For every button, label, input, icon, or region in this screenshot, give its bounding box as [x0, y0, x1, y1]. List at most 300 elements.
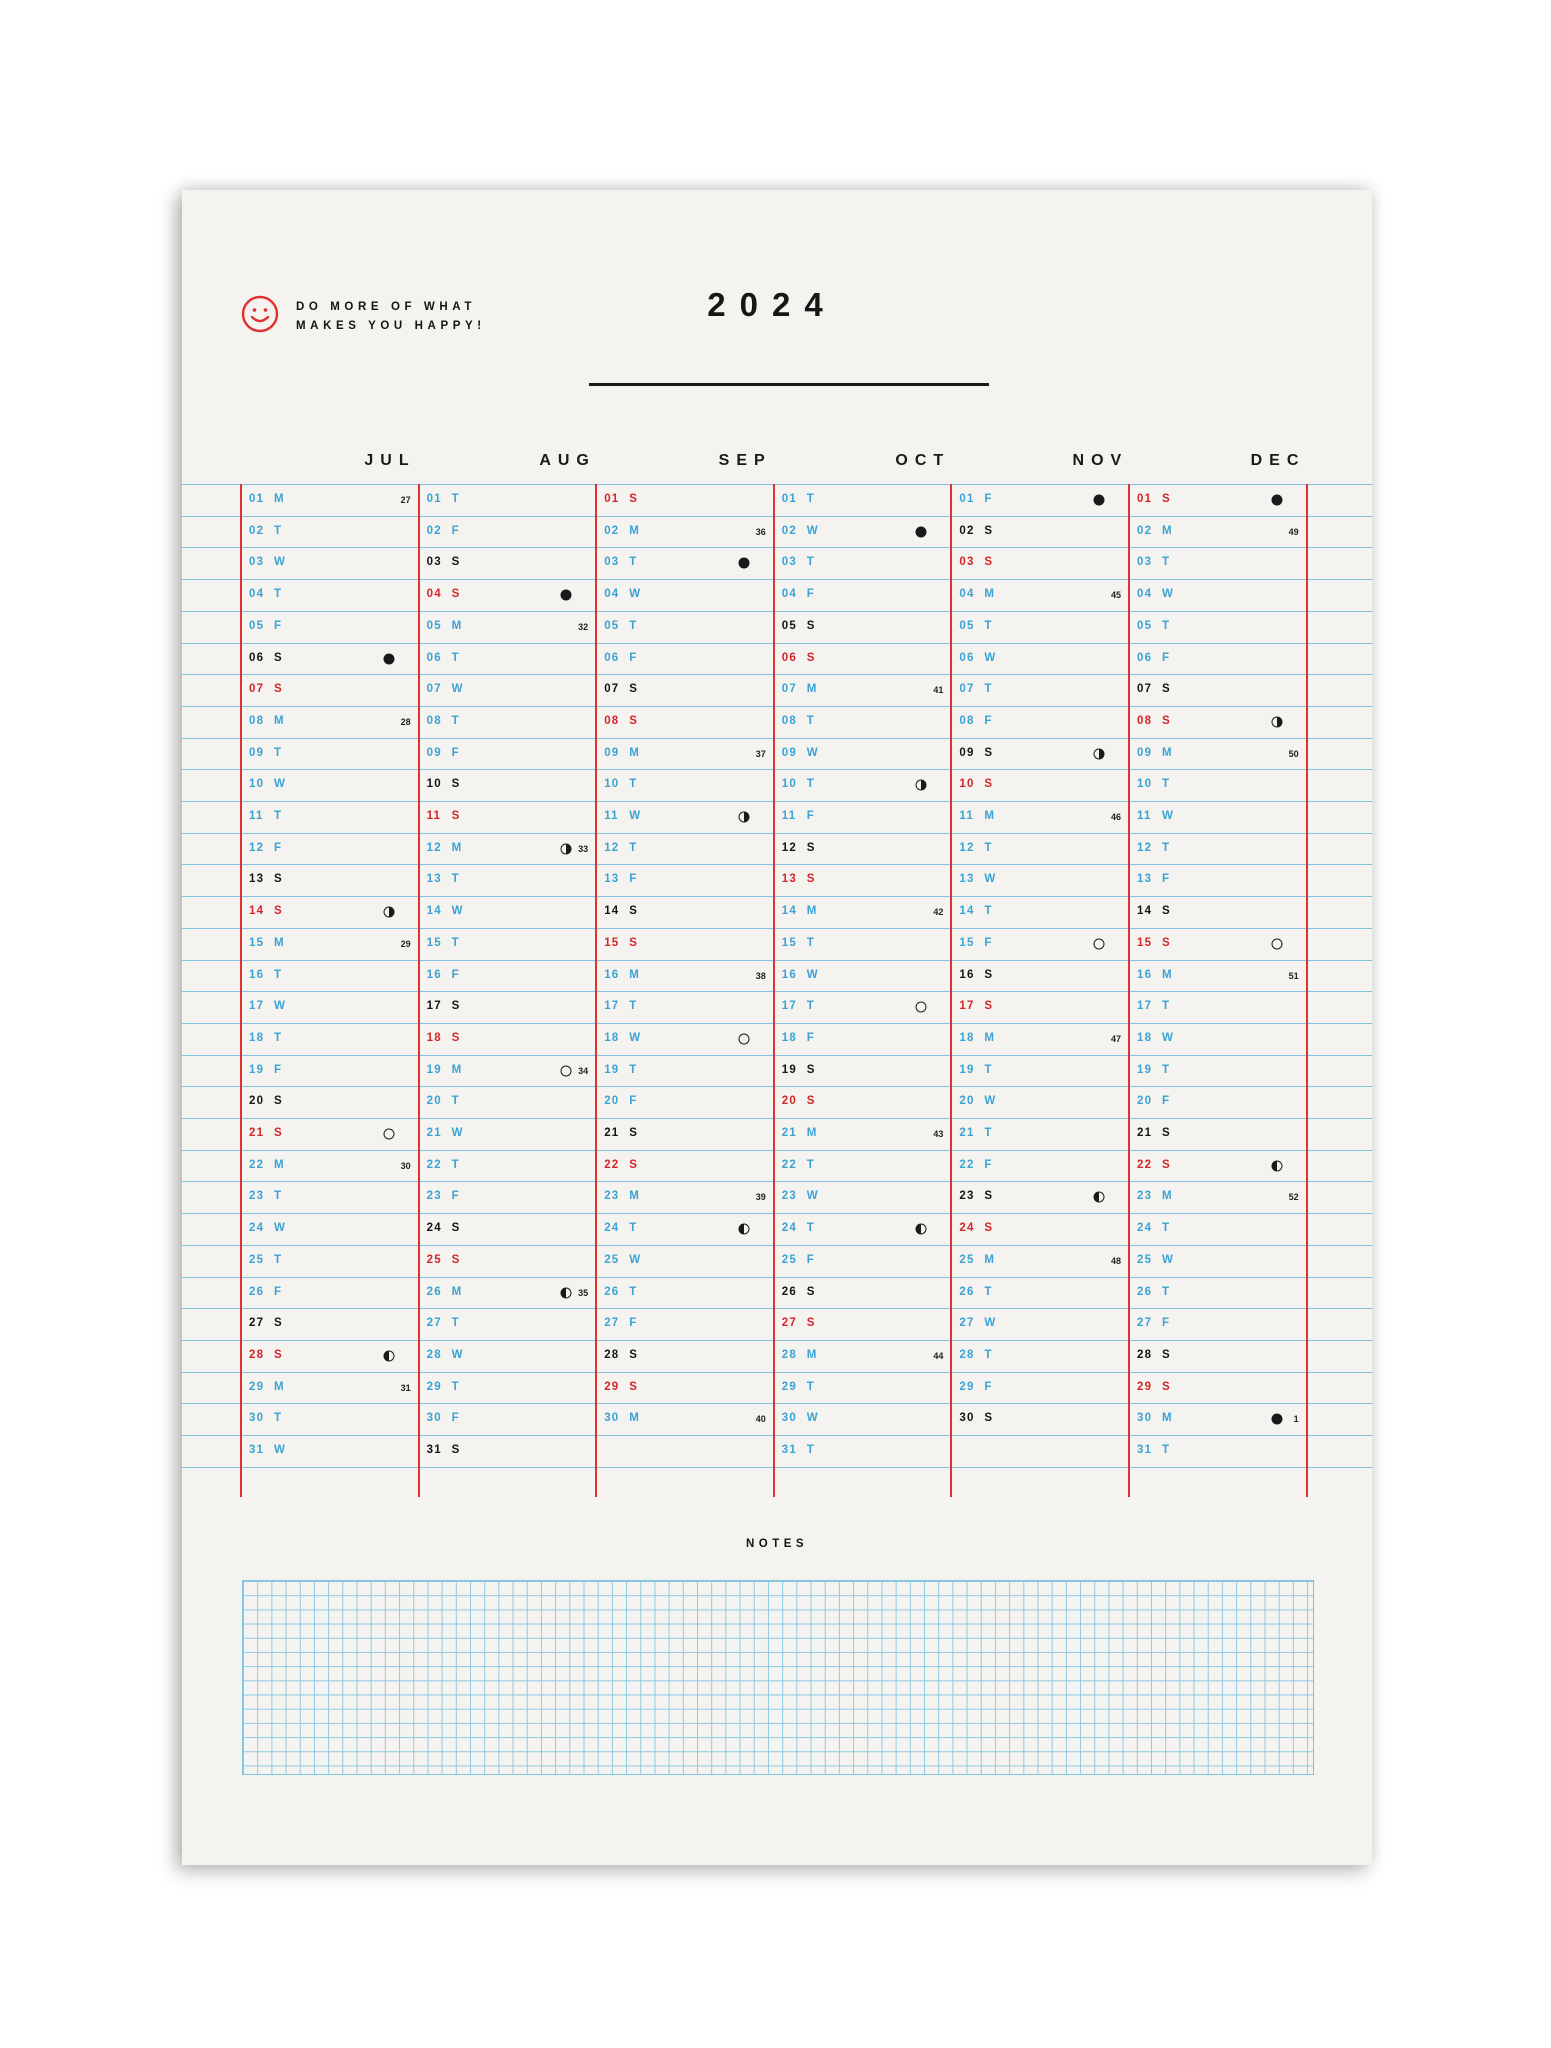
day-cell[interactable] [951, 1150, 1129, 1181]
day-number: 30 [604, 1412, 620, 1425]
month-header-nov: NOV [1072, 452, 1129, 469]
day-cell[interactable] [596, 643, 774, 674]
day-cell[interactable] [419, 1403, 597, 1434]
day-cell[interactable] [241, 769, 419, 800]
day-cell[interactable] [774, 769, 952, 800]
day-cell[interactable] [419, 674, 597, 705]
day-cell[interactable] [596, 801, 774, 832]
weekday-letter: W [274, 1000, 287, 1013]
day-cell[interactable] [1129, 1213, 1307, 1244]
day-cell[interactable] [241, 1340, 419, 1371]
day-number: 28 [249, 1348, 265, 1361]
day-number: 10 [604, 778, 620, 791]
day-cell[interactable] [1129, 1245, 1307, 1276]
weekday-letter: W [1162, 810, 1175, 822]
day-cell[interactable] [951, 579, 1129, 610]
day-number: 11 [781, 810, 797, 822]
day-cell[interactable] [419, 1340, 597, 1371]
day-number: 02 [426, 524, 442, 537]
weekday-letter: T [1162, 1285, 1171, 1298]
day-cell[interactable] [774, 1055, 952, 1086]
day-cell[interactable] [774, 643, 952, 674]
weekday-letter: M [984, 588, 996, 601]
day-cell[interactable] [241, 579, 419, 610]
day-number: 04 [1137, 588, 1153, 601]
weekday-letter: T [1162, 1063, 1171, 1076]
day-cell[interactable] [1129, 1308, 1307, 1339]
day-cell[interactable] [241, 801, 419, 832]
weekday-letter: M [629, 968, 640, 981]
day-cell[interactable] [1129, 833, 1307, 864]
day-cell[interactable] [1129, 484, 1307, 515]
day-cell[interactable] [1129, 1055, 1307, 1086]
day-cell[interactable] [241, 896, 419, 927]
day-cell[interactable] [596, 1308, 774, 1339]
day-cell[interactable] [596, 1277, 774, 1308]
day-cell[interactable] [419, 1086, 597, 1117]
day-cell[interactable] [1129, 1435, 1307, 1466]
day-cell[interactable] [774, 1023, 952, 1054]
day-cell[interactable] [951, 1118, 1129, 1149]
day-cell[interactable] [774, 991, 952, 1022]
day-number: 17 [1137, 1000, 1153, 1013]
day-cell[interactable] [596, 991, 774, 1022]
last-quarter-moon-icon [560, 1287, 572, 1299]
day-cell[interactable] [1129, 1403, 1307, 1434]
weekday-letter: T [451, 651, 460, 664]
day-cell[interactable] [241, 484, 419, 515]
day-number: 09 [781, 746, 797, 759]
weekday-letter: F [629, 651, 638, 664]
weekday-letter: S [274, 873, 283, 886]
day-cell[interactable] [1129, 1277, 1307, 1308]
day-number: 14 [604, 905, 620, 918]
day-cell[interactable] [419, 833, 597, 864]
day-cell[interactable] [1129, 674, 1307, 705]
day-cell[interactable] [1129, 896, 1307, 927]
weekday-letter: S [1162, 493, 1171, 505]
day-cell[interactable] [419, 1308, 597, 1339]
weekday-letter: S [274, 683, 283, 696]
day-cell[interactable] [774, 1308, 952, 1339]
weekday-letter: F [1162, 873, 1171, 886]
day-cell[interactable] [241, 1372, 419, 1403]
weekday-letter: F [806, 1253, 816, 1266]
day-number: 25 [604, 1253, 620, 1266]
day-cell[interactable] [596, 484, 774, 515]
weekday-letter: T [274, 968, 283, 981]
day-cell[interactable] [419, 769, 597, 800]
day-cell[interactable] [241, 738, 419, 769]
day-number: 03 [604, 556, 620, 569]
day-cell[interactable] [774, 801, 952, 832]
day-cell[interactable] [774, 1372, 952, 1403]
day-cell[interactable] [241, 833, 419, 864]
day-cell[interactable] [774, 547, 952, 578]
day-cell[interactable] [774, 1403, 952, 1434]
day-cell[interactable] [774, 706, 952, 737]
weekday-letter: T [984, 619, 993, 632]
day-cell[interactable] [596, 674, 774, 705]
day-number: 24 [426, 1222, 442, 1235]
day-cell[interactable] [1129, 611, 1307, 642]
day-number: 28 [959, 1348, 975, 1361]
day-cell[interactable] [419, 1435, 597, 1466]
day-number: 12 [426, 841, 442, 854]
day-cell[interactable] [1129, 801, 1307, 832]
day-cell[interactable] [596, 1181, 774, 1212]
day-cell[interactable] [596, 769, 774, 800]
day-cell[interactable] [419, 1118, 597, 1149]
weekday-letter: W [451, 683, 464, 696]
day-number: 11 [959, 810, 974, 822]
day-cell[interactable] [419, 1245, 597, 1276]
day-cell[interactable] [774, 1213, 952, 1244]
day-cell[interactable] [596, 1118, 774, 1149]
weekday-letter: S [451, 588, 461, 601]
weekday-letter: F [806, 588, 816, 601]
day-cell[interactable] [1129, 738, 1307, 769]
day-cell[interactable] [951, 864, 1129, 895]
day-cell[interactable] [951, 1403, 1129, 1434]
day-number: 24 [604, 1222, 620, 1235]
day-cell[interactable] [419, 643, 597, 674]
day-number: 28 [604, 1348, 620, 1361]
new-moon-icon [1271, 494, 1283, 506]
full-moon-icon [560, 1065, 572, 1077]
day-cell[interactable] [241, 1181, 419, 1212]
day-number: 23 [249, 1190, 265, 1203]
day-number: 05 [249, 619, 265, 632]
day-cell[interactable] [596, 706, 774, 737]
weekday-letter: M [1162, 746, 1173, 759]
day-number: 02 [959, 524, 975, 537]
weekday-letter: T [984, 841, 993, 854]
day-cell[interactable] [596, 928, 774, 959]
day-cell[interactable] [241, 1150, 419, 1181]
day-cell[interactable] [241, 674, 419, 705]
day-number: 25 [959, 1253, 975, 1266]
day-cell[interactable] [1129, 579, 1307, 610]
day-cell[interactable] [596, 1086, 774, 1117]
weekday-letter: T [629, 556, 638, 569]
week-number: 49 [1288, 526, 1299, 537]
day-number: 29 [959, 1380, 975, 1393]
day-cell[interactable] [1129, 1181, 1307, 1212]
day-cell[interactable] [951, 991, 1129, 1022]
day-number: 22 [249, 1158, 265, 1171]
weekday-letter: W [806, 746, 819, 759]
day-number: 09 [604, 746, 620, 759]
weekday-letter: T [806, 714, 816, 727]
weekday-letter: S [274, 1127, 283, 1139]
day-cell[interactable] [596, 1023, 774, 1054]
day-cell[interactable] [596, 1213, 774, 1244]
weekday-letter: F [984, 1158, 993, 1171]
day-cell[interactable] [951, 769, 1129, 800]
day-number: 20 [604, 1095, 620, 1108]
weekday-letter: W [274, 1444, 287, 1456]
weekday-letter: S [806, 1317, 816, 1330]
day-cell[interactable] [596, 579, 774, 610]
full-moon-icon [383, 1128, 395, 1140]
day-cell[interactable] [419, 1372, 597, 1403]
weekday-letter: S [1162, 905, 1171, 918]
day-cell[interactable] [596, 864, 774, 895]
weekday-letter: T [629, 1000, 638, 1013]
day-cell[interactable] [1129, 1023, 1307, 1054]
week-number: 40 [755, 1414, 766, 1425]
weekday-letter: S [274, 651, 283, 664]
day-number: 14 [959, 905, 975, 918]
day-cell[interactable] [951, 1277, 1129, 1308]
day-cell[interactable] [596, 960, 774, 991]
weekday-letter: T [274, 746, 283, 759]
day-cell[interactable] [419, 1277, 597, 1308]
day-cell[interactable] [241, 1213, 419, 1244]
day-cell[interactable] [951, 1308, 1129, 1339]
weekday-letter: W [806, 1190, 819, 1203]
day-number: 05 [426, 619, 442, 632]
weekday-letter: T [1162, 1000, 1171, 1013]
day-cell[interactable] [419, 484, 597, 515]
day-cell[interactable] [774, 1340, 952, 1371]
first-quarter-moon-icon [738, 811, 750, 823]
day-cell[interactable] [1129, 547, 1307, 578]
day-number: 06 [781, 651, 797, 664]
day-number: 31 [426, 1444, 442, 1456]
day-cell[interactable] [419, 547, 597, 578]
weekday-letter: F [984, 493, 993, 505]
weekday-letter: S [1162, 1127, 1171, 1139]
day-cell[interactable] [241, 547, 419, 578]
day-cell[interactable] [596, 896, 774, 927]
day-cell[interactable] [1129, 643, 1307, 674]
day-cell[interactable] [951, 928, 1129, 959]
day-number: 07 [959, 683, 975, 696]
day-cell[interactable] [419, 991, 597, 1022]
day-number: 09 [426, 746, 442, 759]
day-cell[interactable] [951, 833, 1129, 864]
day-cell[interactable] [774, 1435, 952, 1466]
day-number: 14 [249, 905, 265, 918]
day-cell[interactable] [596, 1372, 774, 1403]
day-number: 19 [426, 1063, 442, 1076]
weekday-letter: T [451, 873, 460, 886]
day-cell[interactable] [596, 833, 774, 864]
day-cell[interactable] [1129, 706, 1307, 737]
day-cell[interactable] [241, 706, 419, 737]
day-cell[interactable] [774, 1181, 952, 1212]
day-cell[interactable] [241, 643, 419, 674]
day-cell[interactable] [419, 896, 597, 927]
day-cell[interactable] [596, 1055, 774, 1086]
day-cell[interactable] [241, 1055, 419, 1086]
weekday-letter: W [984, 873, 997, 886]
day-cell[interactable] [241, 1435, 419, 1466]
weekday-letter: W [1162, 588, 1175, 601]
day-cell[interactable] [1129, 1340, 1307, 1371]
weekday-letter: M [806, 905, 818, 918]
day-cell[interactable] [241, 864, 419, 895]
day-cell[interactable] [596, 1403, 774, 1434]
row-rule [182, 1467, 1372, 1468]
weekday-letter: T [984, 1285, 993, 1298]
day-cell[interactable] [419, 738, 597, 769]
day-number: 07 [426, 683, 442, 696]
day-number: 22 [959, 1158, 975, 1171]
day-cell[interactable] [241, 1308, 419, 1339]
day-cell[interactable] [241, 991, 419, 1022]
day-cell[interactable] [774, 1245, 952, 1276]
day-cell[interactable] [774, 1118, 952, 1149]
day-cell[interactable] [419, 1213, 597, 1244]
day-cell[interactable] [774, 516, 952, 547]
weekday-letter: S [451, 1222, 461, 1235]
day-cell[interactable] [1129, 928, 1307, 959]
day-number: 08 [249, 714, 265, 727]
notes-grid[interactable] [242, 1580, 1314, 1775]
day-cell[interactable] [419, 864, 597, 895]
day-cell[interactable] [951, 738, 1129, 769]
day-number: 25 [1137, 1253, 1153, 1266]
weekday-letter: T [451, 1317, 460, 1330]
day-cell[interactable] [1129, 960, 1307, 991]
day-cell[interactable] [1129, 1150, 1307, 1181]
day-cell[interactable] [596, 1150, 774, 1181]
day-cell[interactable] [241, 1086, 419, 1117]
day-cell[interactable] [1129, 1086, 1307, 1117]
day-cell[interactable] [419, 928, 597, 959]
motto [296, 298, 486, 336]
day-number: 08 [959, 714, 975, 727]
day-cell[interactable] [419, 960, 597, 991]
day-cell[interactable] [774, 611, 952, 642]
day-cell[interactable] [951, 674, 1129, 705]
day-cell[interactable] [951, 516, 1129, 547]
day-cell[interactable] [596, 516, 774, 547]
day-number: 20 [781, 1095, 797, 1108]
weekday-letter: T [1162, 778, 1171, 791]
day-cell[interactable] [774, 579, 952, 610]
day-cell[interactable] [596, 547, 774, 578]
day-cell[interactable] [951, 1055, 1129, 1086]
day-cell[interactable] [774, 960, 952, 991]
day-cell[interactable] [774, 1150, 952, 1181]
weekday-letter: S [274, 905, 283, 918]
day-cell[interactable] [419, 801, 597, 832]
weekday-letter: M [274, 493, 285, 505]
day-cell[interactable] [596, 1340, 774, 1371]
day-cell[interactable] [951, 547, 1129, 578]
day-cell[interactable] [774, 864, 952, 895]
day-cell[interactable] [596, 611, 774, 642]
day-cell[interactable] [1129, 516, 1307, 547]
weekday-letter: T [806, 936, 816, 949]
weekday-letter: F [1162, 1317, 1171, 1330]
week-number: 47 [1110, 1033, 1121, 1044]
day-cell[interactable] [951, 1340, 1129, 1371]
weekday-letter: S [984, 968, 994, 981]
day-cell[interactable] [596, 738, 774, 769]
day-cell[interactable] [241, 1277, 419, 1308]
day-cell[interactable] [419, 579, 597, 610]
day-cell[interactable] [1129, 991, 1307, 1022]
day-cell[interactable] [951, 706, 1129, 737]
day-cell[interactable] [419, 1181, 597, 1212]
day-cell[interactable] [951, 1213, 1129, 1244]
day-cell[interactable] [419, 1150, 597, 1181]
day-cell[interactable] [951, 1245, 1129, 1276]
day-cell[interactable] [951, 1181, 1129, 1212]
day-cell[interactable] [774, 1277, 952, 1308]
day-cell[interactable] [241, 516, 419, 547]
weekday-letter: W [274, 778, 287, 791]
day-cell[interactable] [241, 611, 419, 642]
day-cell[interactable] [774, 738, 952, 769]
first-quarter-moon-icon [1093, 748, 1105, 760]
day-cell[interactable] [419, 611, 597, 642]
day-cell[interactable] [774, 833, 952, 864]
weekday-letter: T [629, 1222, 638, 1235]
day-cell[interactable] [774, 484, 952, 515]
weekday-letter: M [451, 619, 463, 632]
day-number: 11 [426, 810, 442, 822]
day-number: 10 [426, 778, 442, 791]
day-cell[interactable] [419, 516, 597, 547]
day-cell[interactable] [241, 1245, 419, 1276]
day-cell[interactable] [241, 960, 419, 991]
day-cell[interactable] [774, 896, 952, 927]
day-cell[interactable] [951, 896, 1129, 927]
day-cell[interactable] [951, 801, 1129, 832]
day-number: 20 [249, 1095, 265, 1108]
weekday-letter: M [806, 1348, 818, 1361]
day-cell[interactable] [774, 674, 952, 705]
day-cell[interactable] [241, 928, 419, 959]
day-cell[interactable] [951, 484, 1129, 515]
weekday-letter: S [806, 1095, 816, 1108]
day-cell[interactable] [951, 960, 1129, 991]
day-cell[interactable] [241, 1118, 419, 1149]
day-cell[interactable] [419, 1023, 597, 1054]
day-cell[interactable] [774, 928, 952, 959]
day-cell[interactable] [1129, 1118, 1307, 1149]
weekday-letter: F [274, 841, 283, 854]
day-cell[interactable] [1129, 864, 1307, 895]
day-cell[interactable] [1129, 1372, 1307, 1403]
day-number: 22 [604, 1158, 620, 1171]
weekday-letter: F [1162, 1095, 1171, 1108]
day-number: 21 [781, 1127, 797, 1139]
day-cell[interactable] [1129, 769, 1307, 800]
day-cell[interactable] [241, 1403, 419, 1434]
day-cell[interactable] [241, 1023, 419, 1054]
day-cell[interactable] [951, 1023, 1129, 1054]
day-number: 12 [1137, 841, 1153, 854]
day-cell[interactable] [596, 1245, 774, 1276]
day-number: 01 [426, 493, 442, 505]
day-number: 17 [249, 1000, 265, 1013]
day-cell[interactable] [419, 1055, 597, 1086]
day-cell[interactable] [951, 643, 1129, 674]
day-cell[interactable] [951, 1086, 1129, 1117]
weekday-letter: S [629, 714, 639, 727]
day-cell[interactable] [951, 611, 1129, 642]
day-cell[interactable] [419, 706, 597, 737]
day-cell[interactable] [951, 1372, 1129, 1403]
day-cell[interactable] [774, 1086, 952, 1117]
